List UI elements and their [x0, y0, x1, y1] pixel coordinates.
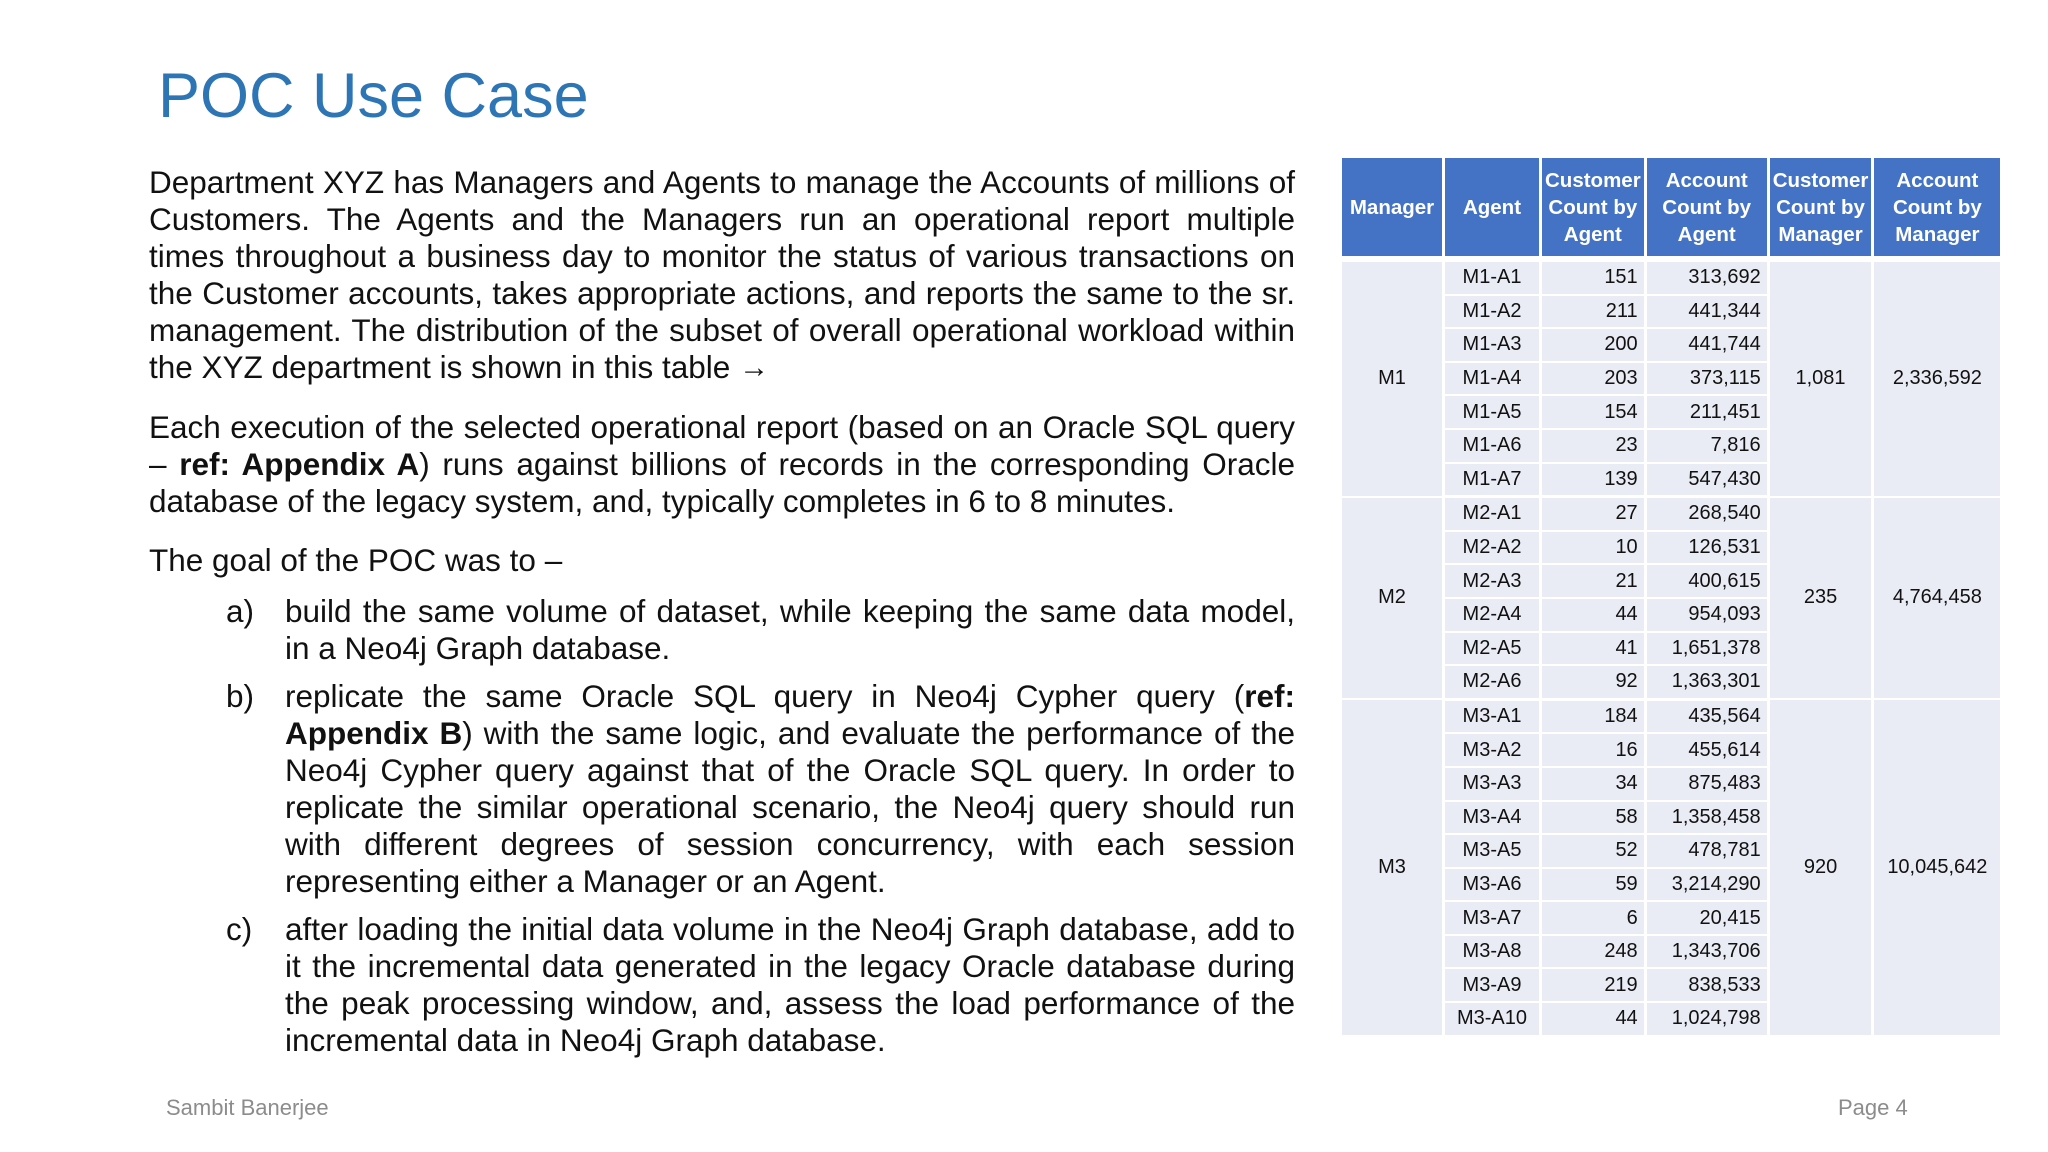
cell-agent: M1-A1 — [1444, 262, 1541, 295]
goal-text-b-before: replicate the same Oracle SQL query in Neo4j Cypher query ( — [285, 678, 1245, 714]
cell-agent: M3-A7 — [1444, 901, 1541, 935]
table-row — [1342, 262, 2002, 295]
cell-customer-count-agent: 52 — [1541, 834, 1646, 868]
cell-agent: M1-A5 — [1444, 395, 1541, 429]
cell-account-count-agent: 441,744 — [1645, 328, 1768, 362]
cell-agent: M3-A1 — [1444, 699, 1541, 733]
cell-agent: M2-A3 — [1444, 564, 1541, 598]
cell-agent: M2-A2 — [1444, 531, 1541, 565]
goal-item-a — [149, 593, 1295, 667]
cell-account-count-agent: 400,615 — [1645, 564, 1768, 598]
cell-account-count-agent: 547,430 — [1645, 463, 1768, 497]
cell-customer-count-agent: 151 — [1541, 262, 1646, 295]
cell-agent: M3-A8 — [1444, 935, 1541, 969]
right-arrow-icon: → — [739, 351, 770, 384]
workload-table — [1342, 158, 2003, 1038]
cell-account-count-agent: 1,651,378 — [1645, 632, 1768, 666]
cell-customer-count-manager: 920 — [1768, 699, 1873, 1036]
cell-customer-count-agent: 92 — [1541, 665, 1646, 699]
cell-account-count-agent: 1,343,706 — [1645, 935, 1768, 969]
goal-mark-a: a) — [226, 593, 255, 629]
header-customer-count-agent: Customer Count by Agent — [1541, 158, 1646, 256]
goal-text-c: after loading the initial data volume in the Neo4j Graph database, add to it the incremental data generated in the legacy Oracle database during the peak processing window, and, assess the load performance of the incremental data in Neo4j Graph database. — [285, 911, 1295, 1058]
cell-account-count-agent: 3,214,290 — [1645, 868, 1768, 902]
header-customer-count-manager: Customer Count by Manager — [1768, 158, 1873, 256]
cell-account-count-manager: 2,336,592 — [1873, 262, 2002, 497]
cell-account-count-agent: 1,024,798 — [1645, 1002, 1768, 1036]
cell-customer-count-agent: 6 — [1541, 901, 1646, 935]
cell-account-count-agent: 954,093 — [1645, 598, 1768, 632]
cell-account-count-manager: 10,045,642 — [1873, 699, 2002, 1036]
cell-customer-count-agent: 16 — [1541, 733, 1646, 767]
paragraph-execution — [149, 409, 1295, 520]
cell-customer-count-agent: 21 — [1541, 564, 1646, 598]
cell-agent: M3-A2 — [1444, 733, 1541, 767]
cell-account-count-manager: 4,764,458 — [1873, 497, 2002, 700]
cell-agent: M3-A4 — [1444, 801, 1541, 835]
cell-account-count-agent: 1,363,301 — [1645, 665, 1768, 699]
cell-customer-count-manager: 235 — [1768, 497, 1873, 700]
paragraph-goal: The goal of the POC was to – — [149, 542, 563, 578]
table-header-row — [1342, 158, 2002, 256]
cell-account-count-agent: 435,564 — [1645, 699, 1768, 733]
cell-customer-count-agent: 248 — [1541, 935, 1646, 969]
cell-agent: M3-A9 — [1444, 968, 1541, 1002]
goal-text-b-after: ) with the same logic, and evaluate the performance of the Neo4j Cypher query against that of the Oracle SQL query. In order to replicate the similar operational scenario, the Neo4j query should run with different degrees of session concurrency, with each session representing either a Manager or an Agent. — [285, 715, 1295, 899]
header-agent: Agent — [1444, 158, 1541, 256]
cell-manager: M2 — [1342, 497, 1444, 700]
cell-account-count-agent: 126,531 — [1645, 531, 1768, 565]
cell-customer-count-agent: 211 — [1541, 295, 1646, 329]
cell-account-count-agent: 20,415 — [1645, 901, 1768, 935]
cell-account-count-agent: 478,781 — [1645, 834, 1768, 868]
body-text — [149, 164, 1295, 1070]
page-title: POC Use Case — [158, 61, 589, 131]
goal-mark-b: b) — [226, 678, 255, 714]
cell-agent: M3-A3 — [1444, 767, 1541, 801]
cell-agent: M3-A6 — [1444, 868, 1541, 902]
cell-account-count-agent: 838,533 — [1645, 968, 1768, 1002]
appendix-b-ref: ref: Appendix B — [285, 678, 1295, 751]
cell-customer-count-agent: 34 — [1541, 767, 1646, 801]
cell-agent: M1-A6 — [1444, 429, 1541, 463]
cell-account-count-agent: 211,451 — [1645, 395, 1768, 429]
cell-account-count-agent: 373,115 — [1645, 362, 1768, 396]
cell-customer-count-agent: 219 — [1541, 968, 1646, 1002]
cell-account-count-agent: 1,358,458 — [1645, 801, 1768, 835]
cell-customer-count-agent: 139 — [1541, 463, 1646, 497]
cell-customer-count-agent: 41 — [1541, 632, 1646, 666]
header-manager: Manager — [1342, 158, 1444, 256]
cell-customer-count-agent: 203 — [1541, 362, 1646, 396]
cell-agent: M2-A4 — [1444, 598, 1541, 632]
cell-account-count-agent: 441,344 — [1645, 295, 1768, 329]
appendix-a-ref: ref: Appendix A — [179, 446, 420, 482]
cell-customer-count-agent: 59 — [1541, 868, 1646, 902]
cell-agent: M2-A1 — [1444, 497, 1541, 531]
cell-customer-count-agent: 10 — [1541, 531, 1646, 565]
cell-agent: M1-A3 — [1444, 328, 1541, 362]
cell-agent: M3-A10 — [1444, 1002, 1541, 1036]
cell-agent: M2-A5 — [1444, 632, 1541, 666]
cell-customer-count-agent: 58 — [1541, 801, 1646, 835]
cell-customer-count-manager: 1,081 — [1768, 262, 1873, 497]
cell-agent: M2-A6 — [1444, 665, 1541, 699]
cell-account-count-agent: 7,816 — [1645, 429, 1768, 463]
cell-customer-count-agent: 44 — [1541, 1002, 1646, 1036]
table-row — [1342, 699, 2002, 733]
table-row — [1342, 497, 2002, 531]
paragraph-execution-before: Each execution of the selected operational report (based on an Oracle SQL query – — [149, 409, 1295, 482]
goal-list — [149, 593, 1295, 1059]
goal-item-b — [149, 678, 1295, 900]
cell-customer-count-agent: 27 — [1541, 497, 1646, 531]
goal-mark-c: c) — [226, 911, 253, 947]
cell-customer-count-agent: 184 — [1541, 699, 1646, 733]
header-account-count-manager: Account Count by Manager — [1873, 158, 2002, 256]
header-account-count-agent: Account Count by Agent — [1645, 158, 1768, 256]
cell-agent: M1-A7 — [1444, 463, 1541, 497]
cell-agent: M1-A4 — [1444, 362, 1541, 396]
cell-account-count-agent: 455,614 — [1645, 733, 1768, 767]
cell-account-count-agent: 313,692 — [1645, 262, 1768, 295]
footer-page-number: Page 4 — [1838, 1095, 1908, 1120]
paragraph-execution-after: ) runs against billions of records in the corresponding Oracle database of the legacy system, and, typically completes in 6 to 8 minutes. — [149, 446, 1295, 519]
goal-item-c — [149, 911, 1295, 1059]
goal-text-a: build the same volume of dataset, while keeping the same data model, in a Neo4j Graph database. — [285, 593, 1295, 666]
cell-customer-count-agent: 23 — [1541, 429, 1646, 463]
cell-agent: M1-A2 — [1444, 295, 1541, 329]
workload-table-container — [1342, 158, 2003, 1038]
table-body — [1342, 256, 2002, 1036]
cell-agent: M3-A5 — [1444, 834, 1541, 868]
paragraph-intro — [149, 164, 1295, 387]
cell-account-count-agent: 268,540 — [1645, 497, 1768, 531]
cell-customer-count-agent: 44 — [1541, 598, 1646, 632]
cell-manager: M3 — [1342, 699, 1444, 1036]
cell-customer-count-agent: 154 — [1541, 395, 1646, 429]
footer-author: Sambit Banerjee — [166, 1095, 329, 1120]
cell-manager: M1 — [1342, 262, 1444, 497]
paragraph-intro-text: Department XYZ has Managers and Agents to manage the Accounts of millions of Customers. The Agents and the Managers run an operational report multiple times throughout a business day to monitor the status of various transactions on the Customer accounts, takes appropriate actions, and reports the same to the sr. management. The distribution of the subset of overall operational workload within the XYZ department is shown in this table — [149, 164, 1295, 385]
cell-customer-count-agent: 200 — [1541, 328, 1646, 362]
cell-account-count-agent: 875,483 — [1645, 767, 1768, 801]
